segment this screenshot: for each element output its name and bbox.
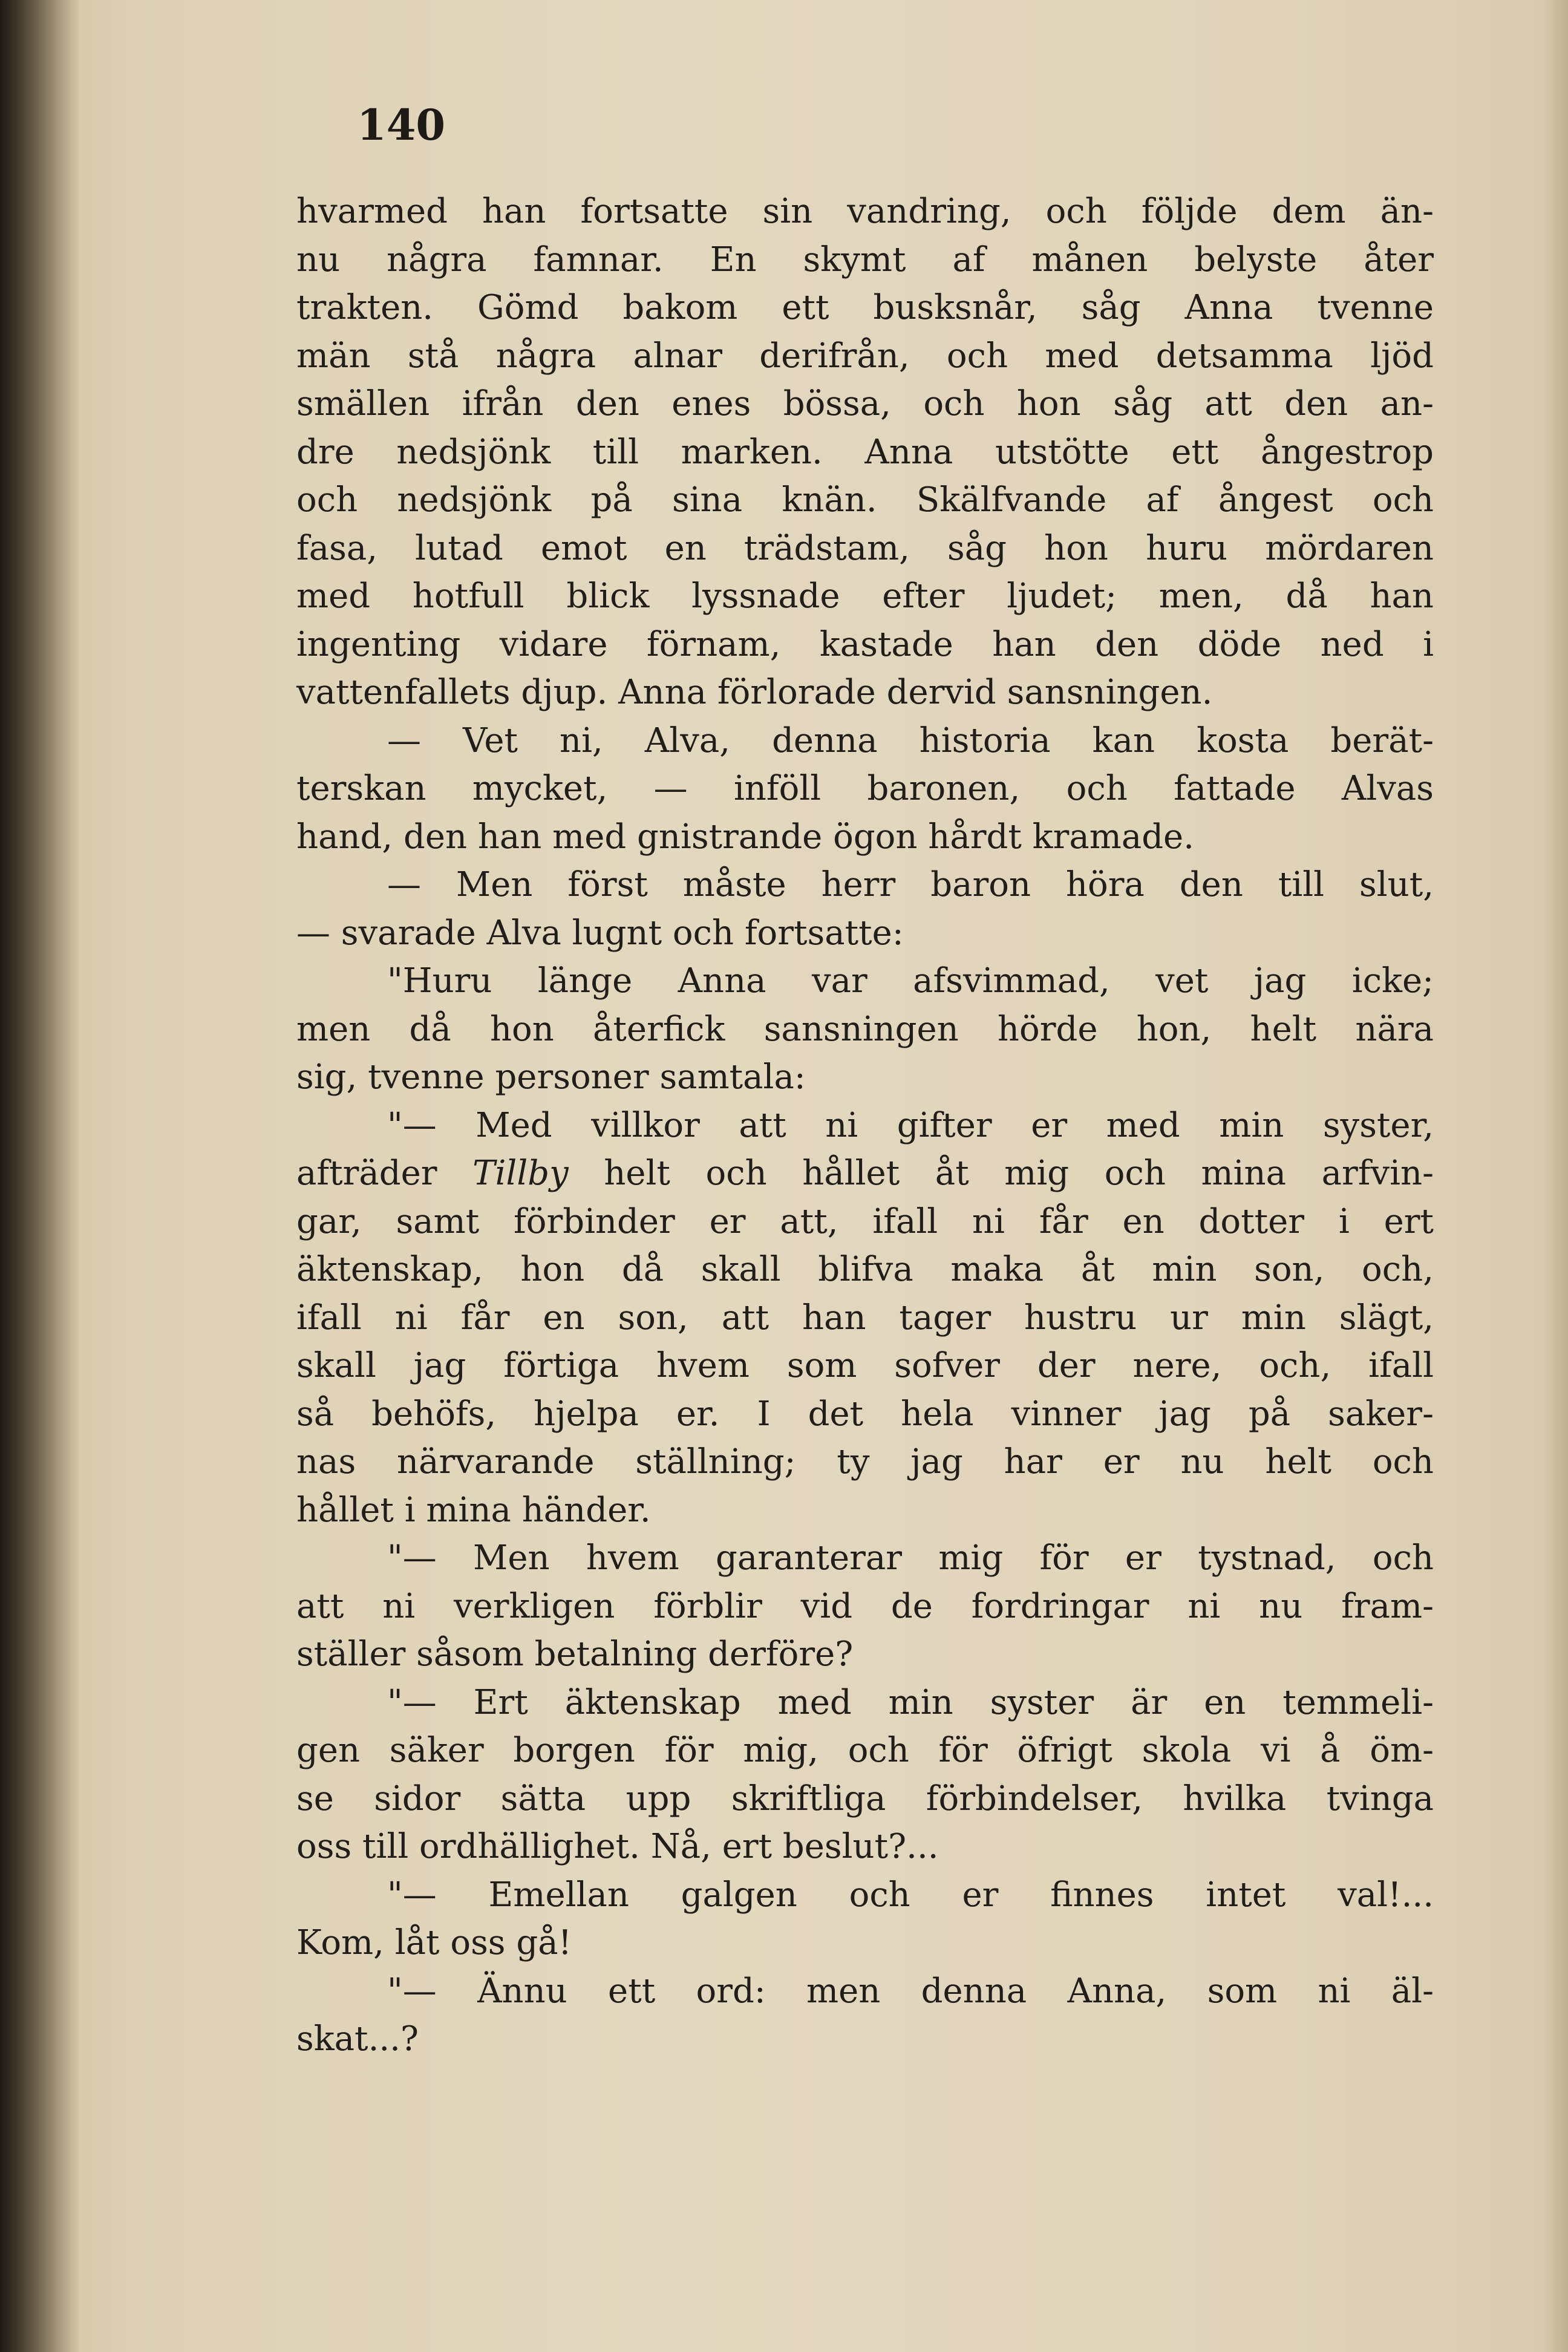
text-line: oss till ordhällighet. Nå, ert beslut?... <box>296 1827 939 1866</box>
text-line: men då hon återfick sansningen hörde hon, helt nära <box>296 1009 1434 1049</box>
text-line: äktenskap, hon då skall blifva maka åt min son, och, <box>296 1250 1434 1289</box>
text-line: skall jag förtiga hvem som sofver der nere, och, ifall <box>296 1346 1434 1385</box>
text-line: nas närvarande ställning; ty jag har er nu helt och <box>296 1442 1434 1481</box>
text-line: dre nedsjönk till marken. Anna utstötte ett ångestrop <box>296 432 1434 472</box>
book-spine <box>0 0 79 2352</box>
italic-place-name: Tillby <box>472 1154 569 1193</box>
text-line: skat...? <box>296 2019 419 2059</box>
text-line: och nedsjönk på sina knän. Skälfvande af ångest och <box>296 480 1434 520</box>
text-line: fasa, lutad emot en trädstam, såg hon huru mördaren <box>296 528 1434 568</box>
text-line: "— Ert äktenskap med min syster är en temmeli- <box>387 1682 1434 1722</box>
text-line: "Huru länge Anna var afsvimmad, vet jag icke; <box>387 961 1434 1001</box>
text-line: — Men först måste herr baron höra den till slut, <box>387 865 1434 904</box>
text-line: "— Med villkor att ni gifter er med min syster, <box>387 1105 1434 1145</box>
text-line: hvarmed han fortsatte sin vandring, och följde dem än- <box>296 192 1434 231</box>
text-line: med hotfull blick lyssnade efter ljudet; men, då han <box>296 577 1434 616</box>
text-line: gen säker borgen för mig, och för öfrigt skola vi å öm- <box>296 1731 1434 1770</box>
text-line: hållet i mina händer. <box>296 1490 651 1530</box>
text-line: nu några famnar. En skymt af månen belyste åter <box>296 240 1434 279</box>
text-line: ifall ni får en son, att han tager hustru ur min slägt, <box>296 1298 1434 1338</box>
text-line: se sidor sätta upp skriftliga förbindelser, hvilka tvinga <box>296 1779 1434 1818</box>
text-line: — Vet ni, Alva, denna historia kan kosta berät- <box>387 720 1434 760</box>
text-line: — svarade Alva lugnt och fortsatte: <box>296 913 904 953</box>
text-line: "— Ännu ett ord: men denna Anna, som ni äl- <box>387 1971 1434 2011</box>
text-line: "— Emellan galgen och er finnes intet val!... <box>387 1875 1434 1915</box>
text-line: sig, tvenne personer samtala: <box>296 1057 806 1097</box>
text-line: hand, den han med gnistrande ögon hårdt kramade. <box>296 817 1194 857</box>
text-line: afträder Tillby helt och hållet åt mig och mina arfvin- <box>296 1154 1434 1193</box>
text-line: ställer såsom betalning derföre? <box>296 1635 854 1674</box>
text-line: så behöfs, hjelpa er. I det hela vinner jag på saker- <box>296 1394 1434 1434</box>
text-line: män stå några alnar derifrån, och med detsamma ljöd <box>296 336 1434 376</box>
page-edge <box>1544 0 1568 2352</box>
text-line: ingenting vidare förnam, kastade han den döde ned i <box>296 624 1434 664</box>
page-text <box>296 188 1434 2063</box>
text-line: Kom, låt oss gå! <box>296 1923 572 1962</box>
text-line: att ni verkligen förblir vid de fordringar ni nu fram- <box>296 1586 1434 1626</box>
text-line: terskan mycket, — inföll baronen, och fattade Alvas <box>296 769 1434 808</box>
text-line: gar, samt förbinder er att, ifall ni får en dotter i ert <box>296 1201 1434 1241</box>
text-line: smällen ifrån den enes bössa, och hon såg att den an- <box>296 384 1434 423</box>
text-line: trakten. Gömd bakom ett busksnår, såg Anna tvenne <box>296 288 1434 327</box>
text-line: vattenfallets djup. Anna förlorade dervid sansningen. <box>296 673 1213 712</box>
text-line: "— Men hvem garanterar mig för er tystnad, och <box>387 1538 1434 1578</box>
page-number: 140 <box>357 100 446 150</box>
